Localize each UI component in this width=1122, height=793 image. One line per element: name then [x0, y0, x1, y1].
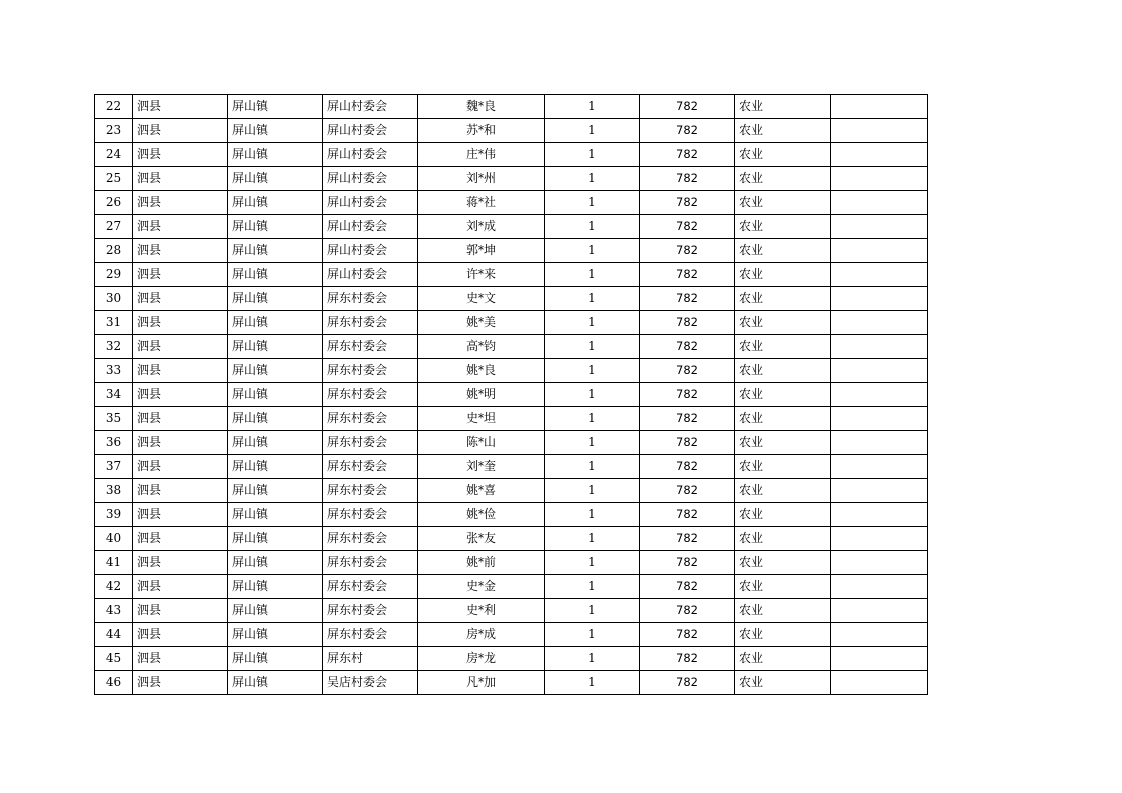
- cell-count: 1: [545, 671, 640, 695]
- cell-town: 屏山镇: [228, 95, 323, 119]
- cell-amount: 782: [640, 167, 735, 191]
- cell-village: 屏东村委会: [323, 551, 418, 575]
- cell-count: 1: [545, 311, 640, 335]
- cell-row-number: 25: [95, 167, 133, 191]
- cell-amount: 782: [640, 263, 735, 287]
- cell-count: 1: [545, 167, 640, 191]
- cell-row-number: 43: [95, 599, 133, 623]
- cell-row-number: 29: [95, 263, 133, 287]
- cell-person-name: 姚*喜: [418, 479, 545, 503]
- cell-town: 屏山镇: [228, 431, 323, 455]
- cell-row-number: 44: [95, 623, 133, 647]
- table-row: [95, 647, 928, 671]
- cell-person-name: 许*来: [418, 263, 545, 287]
- cell-person-name: 史*利: [418, 599, 545, 623]
- cell-amount: 782: [640, 647, 735, 671]
- cell-person-name: 凡*加: [418, 671, 545, 695]
- cell-note: [831, 191, 928, 215]
- cell-village: 屏山村委会: [323, 95, 418, 119]
- cell-town: 屏山镇: [228, 143, 323, 167]
- cell-town: 屏山镇: [228, 335, 323, 359]
- cell-count: 1: [545, 287, 640, 311]
- cell-count: 1: [545, 359, 640, 383]
- cell-town: 屏山镇: [228, 167, 323, 191]
- cell-industry: 农业: [735, 335, 831, 359]
- table-row: [95, 383, 928, 407]
- cell-county: 泗县: [133, 359, 228, 383]
- cell-amount: 782: [640, 95, 735, 119]
- cell-note: [831, 671, 928, 695]
- cell-person-name: 史*坦: [418, 407, 545, 431]
- cell-note: [831, 479, 928, 503]
- cell-amount: 782: [640, 503, 735, 527]
- cell-person-name: 蒋*社: [418, 191, 545, 215]
- table-row: [95, 119, 928, 143]
- cell-amount: 782: [640, 671, 735, 695]
- cell-row-number: 46: [95, 671, 133, 695]
- table-row: [95, 455, 928, 479]
- cell-town: 屏山镇: [228, 407, 323, 431]
- cell-amount: 782: [640, 119, 735, 143]
- cell-note: [831, 119, 928, 143]
- cell-person-name: 姚*良: [418, 359, 545, 383]
- cell-count: 1: [545, 407, 640, 431]
- table-row: [95, 479, 928, 503]
- cell-count: 1: [545, 503, 640, 527]
- cell-town: 屏山镇: [228, 599, 323, 623]
- cell-note: [831, 431, 928, 455]
- cell-village: 屏东村委会: [323, 287, 418, 311]
- cell-person-name: 刘*成: [418, 215, 545, 239]
- cell-town: 屏山镇: [228, 527, 323, 551]
- cell-amount: 782: [640, 455, 735, 479]
- cell-county: 泗县: [133, 599, 228, 623]
- cell-note: [831, 575, 928, 599]
- cell-industry: 农业: [735, 503, 831, 527]
- cell-amount: 782: [640, 575, 735, 599]
- cell-person-name: 高*钧: [418, 335, 545, 359]
- cell-row-number: 36: [95, 431, 133, 455]
- cell-town: 屏山镇: [228, 359, 323, 383]
- cell-note: [831, 455, 928, 479]
- cell-village: 屏山村委会: [323, 143, 418, 167]
- table-row: [95, 239, 928, 263]
- cell-county: 泗县: [133, 263, 228, 287]
- cell-village: 屏东村委会: [323, 479, 418, 503]
- cell-village: 屏东村委会: [323, 623, 418, 647]
- cell-county: 泗县: [133, 383, 228, 407]
- cell-amount: 782: [640, 407, 735, 431]
- cell-village: 屏东村委会: [323, 599, 418, 623]
- cell-row-number: 34: [95, 383, 133, 407]
- cell-count: 1: [545, 335, 640, 359]
- table-row: [95, 671, 928, 695]
- cell-county: 泗县: [133, 671, 228, 695]
- cell-row-number: 37: [95, 455, 133, 479]
- cell-town: 屏山镇: [228, 455, 323, 479]
- cell-amount: 782: [640, 479, 735, 503]
- cell-amount: 782: [640, 335, 735, 359]
- cell-note: [831, 551, 928, 575]
- cell-county: 泗县: [133, 623, 228, 647]
- cell-person-name: 刘*州: [418, 167, 545, 191]
- cell-village: 屏东村委会: [323, 383, 418, 407]
- cell-industry: 农业: [735, 95, 831, 119]
- cell-industry: 农业: [735, 143, 831, 167]
- cell-row-number: 38: [95, 479, 133, 503]
- cell-town: 屏山镇: [228, 239, 323, 263]
- cell-county: 泗县: [133, 503, 228, 527]
- cell-count: 1: [545, 215, 640, 239]
- cell-county: 泗县: [133, 191, 228, 215]
- cell-town: 屏山镇: [228, 551, 323, 575]
- cell-town: 屏山镇: [228, 191, 323, 215]
- cell-amount: 782: [640, 599, 735, 623]
- cell-county: 泗县: [133, 647, 228, 671]
- cell-note: [831, 599, 928, 623]
- cell-note: [831, 647, 928, 671]
- cell-town: 屏山镇: [228, 671, 323, 695]
- cell-industry: 农业: [735, 599, 831, 623]
- cell-person-name: 庄*伟: [418, 143, 545, 167]
- cell-county: 泗县: [133, 455, 228, 479]
- cell-village: 屏东村委会: [323, 407, 418, 431]
- cell-person-name: 姚*俭: [418, 503, 545, 527]
- cell-industry: 农业: [735, 167, 831, 191]
- cell-village: 屏山村委会: [323, 119, 418, 143]
- table-row: [95, 359, 928, 383]
- cell-amount: 782: [640, 143, 735, 167]
- cell-person-name: 房*龙: [418, 647, 545, 671]
- cell-amount: 782: [640, 311, 735, 335]
- cell-count: 1: [545, 551, 640, 575]
- cell-amount: 782: [640, 551, 735, 575]
- cell-industry: 农业: [735, 455, 831, 479]
- cell-row-number: 30: [95, 287, 133, 311]
- table-row: [95, 215, 928, 239]
- cell-industry: 农业: [735, 239, 831, 263]
- cell-note: [831, 335, 928, 359]
- cell-person-name: 张*友: [418, 527, 545, 551]
- cell-person-name: 魏*良: [418, 95, 545, 119]
- table-row: [95, 263, 928, 287]
- cell-town: 屏山镇: [228, 119, 323, 143]
- cell-row-number: 23: [95, 119, 133, 143]
- cell-industry: 农业: [735, 383, 831, 407]
- cell-town: 屏山镇: [228, 311, 323, 335]
- cell-amount: 782: [640, 527, 735, 551]
- cell-row-number: 24: [95, 143, 133, 167]
- cell-town: 屏山镇: [228, 215, 323, 239]
- cell-count: 1: [545, 191, 640, 215]
- cell-person-name: 姚*明: [418, 383, 545, 407]
- cell-county: 泗县: [133, 335, 228, 359]
- cell-note: [831, 287, 928, 311]
- cell-county: 泗县: [133, 167, 228, 191]
- cell-village: 屏东村委会: [323, 575, 418, 599]
- cell-county: 泗县: [133, 287, 228, 311]
- cell-count: 1: [545, 623, 640, 647]
- cell-count: 1: [545, 143, 640, 167]
- cell-industry: 农业: [735, 407, 831, 431]
- table-row: [95, 143, 928, 167]
- cell-county: 泗县: [133, 119, 228, 143]
- cell-note: [831, 239, 928, 263]
- cell-industry: 农业: [735, 671, 831, 695]
- cell-county: 泗县: [133, 95, 228, 119]
- cell-person-name: 刘*奎: [418, 455, 545, 479]
- beneficiary-table: [94, 94, 928, 695]
- table-row: [95, 503, 928, 527]
- cell-county: 泗县: [133, 143, 228, 167]
- cell-count: 1: [545, 95, 640, 119]
- cell-county: 泗县: [133, 431, 228, 455]
- cell-county: 泗县: [133, 407, 228, 431]
- cell-amount: 782: [640, 215, 735, 239]
- cell-note: [831, 503, 928, 527]
- cell-amount: 782: [640, 191, 735, 215]
- cell-person-name: 房*成: [418, 623, 545, 647]
- cell-note: [831, 95, 928, 119]
- cell-county: 泗县: [133, 551, 228, 575]
- cell-note: [831, 623, 928, 647]
- cell-town: 屏山镇: [228, 287, 323, 311]
- cell-count: 1: [545, 479, 640, 503]
- cell-row-number: 33: [95, 359, 133, 383]
- cell-county: 泗县: [133, 479, 228, 503]
- cell-industry: 农业: [735, 623, 831, 647]
- cell-row-number: 26: [95, 191, 133, 215]
- cell-person-name: 史*文: [418, 287, 545, 311]
- table-row: [95, 167, 928, 191]
- cell-amount: 782: [640, 383, 735, 407]
- cell-village: 屏山村委会: [323, 167, 418, 191]
- cell-row-number: 27: [95, 215, 133, 239]
- cell-industry: 农业: [735, 191, 831, 215]
- cell-industry: 农业: [735, 575, 831, 599]
- cell-count: 1: [545, 263, 640, 287]
- table-body: [95, 95, 928, 695]
- cell-town: 屏山镇: [228, 623, 323, 647]
- cell-note: [831, 215, 928, 239]
- cell-county: 泗县: [133, 527, 228, 551]
- cell-person-name: 姚*前: [418, 551, 545, 575]
- cell-count: 1: [545, 383, 640, 407]
- cell-row-number: 35: [95, 407, 133, 431]
- cell-town: 屏山镇: [228, 503, 323, 527]
- cell-village: 屏山村委会: [323, 239, 418, 263]
- cell-row-number: 32: [95, 335, 133, 359]
- cell-count: 1: [545, 575, 640, 599]
- cell-person-name: 郭*坤: [418, 239, 545, 263]
- cell-village: 屏东村委会: [323, 311, 418, 335]
- cell-industry: 农业: [735, 551, 831, 575]
- cell-amount: 782: [640, 287, 735, 311]
- cell-amount: 782: [640, 359, 735, 383]
- cell-row-number: 45: [95, 647, 133, 671]
- table-row: [95, 407, 928, 431]
- cell-industry: 农业: [735, 287, 831, 311]
- cell-amount: 782: [640, 431, 735, 455]
- cell-village: 屏东村委会: [323, 335, 418, 359]
- cell-note: [831, 311, 928, 335]
- table-row: [95, 335, 928, 359]
- cell-village: 屏东村委会: [323, 455, 418, 479]
- table-row: [95, 575, 928, 599]
- cell-note: [831, 527, 928, 551]
- cell-count: 1: [545, 599, 640, 623]
- cell-amount: 782: [640, 239, 735, 263]
- cell-town: 屏山镇: [228, 575, 323, 599]
- cell-county: 泗县: [133, 311, 228, 335]
- table-row: [95, 551, 928, 575]
- cell-row-number: 28: [95, 239, 133, 263]
- cell-county: 泗县: [133, 575, 228, 599]
- cell-village: 屏东村: [323, 647, 418, 671]
- cell-industry: 农业: [735, 431, 831, 455]
- cell-village: 屏东村委会: [323, 503, 418, 527]
- cell-count: 1: [545, 647, 640, 671]
- cell-village: 屏东村委会: [323, 431, 418, 455]
- table-row: [95, 95, 928, 119]
- cell-industry: 农业: [735, 311, 831, 335]
- cell-row-number: 40: [95, 527, 133, 551]
- cell-village: 屏山村委会: [323, 215, 418, 239]
- cell-person-name: 苏*和: [418, 119, 545, 143]
- table-row: [95, 431, 928, 455]
- cell-village: 屏山村委会: [323, 263, 418, 287]
- cell-row-number: 42: [95, 575, 133, 599]
- cell-town: 屏山镇: [228, 383, 323, 407]
- cell-industry: 农业: [735, 527, 831, 551]
- cell-industry: 农业: [735, 119, 831, 143]
- cell-count: 1: [545, 119, 640, 143]
- cell-note: [831, 383, 928, 407]
- cell-village: 屏东村委会: [323, 527, 418, 551]
- cell-row-number: 31: [95, 311, 133, 335]
- cell-county: 泗县: [133, 215, 228, 239]
- cell-industry: 农业: [735, 359, 831, 383]
- cell-note: [831, 407, 928, 431]
- table-row: [95, 527, 928, 551]
- table-row: [95, 623, 928, 647]
- cell-count: 1: [545, 431, 640, 455]
- cell-county: 泗县: [133, 239, 228, 263]
- cell-count: 1: [545, 239, 640, 263]
- cell-count: 1: [545, 527, 640, 551]
- cell-note: [831, 143, 928, 167]
- cell-person-name: 姚*美: [418, 311, 545, 335]
- cell-note: [831, 263, 928, 287]
- cell-row-number: 39: [95, 503, 133, 527]
- table-row: [95, 311, 928, 335]
- table-row: [95, 599, 928, 623]
- cell-town: 屏山镇: [228, 479, 323, 503]
- cell-row-number: 41: [95, 551, 133, 575]
- table-row: [95, 191, 928, 215]
- cell-count: 1: [545, 455, 640, 479]
- cell-note: [831, 167, 928, 191]
- cell-industry: 农业: [735, 215, 831, 239]
- cell-industry: 农业: [735, 263, 831, 287]
- cell-person-name: 史*金: [418, 575, 545, 599]
- cell-row-number: 22: [95, 95, 133, 119]
- cell-town: 屏山镇: [228, 647, 323, 671]
- cell-town: 屏山镇: [228, 263, 323, 287]
- table-row: [95, 287, 928, 311]
- cell-village: 屏山村委会: [323, 191, 418, 215]
- cell-person-name: 陈*山: [418, 431, 545, 455]
- cell-industry: 农业: [735, 479, 831, 503]
- cell-village: 屏东村委会: [323, 359, 418, 383]
- cell-industry: 农业: [735, 647, 831, 671]
- cell-amount: 782: [640, 623, 735, 647]
- cell-note: [831, 359, 928, 383]
- cell-village: 吴店村委会: [323, 671, 418, 695]
